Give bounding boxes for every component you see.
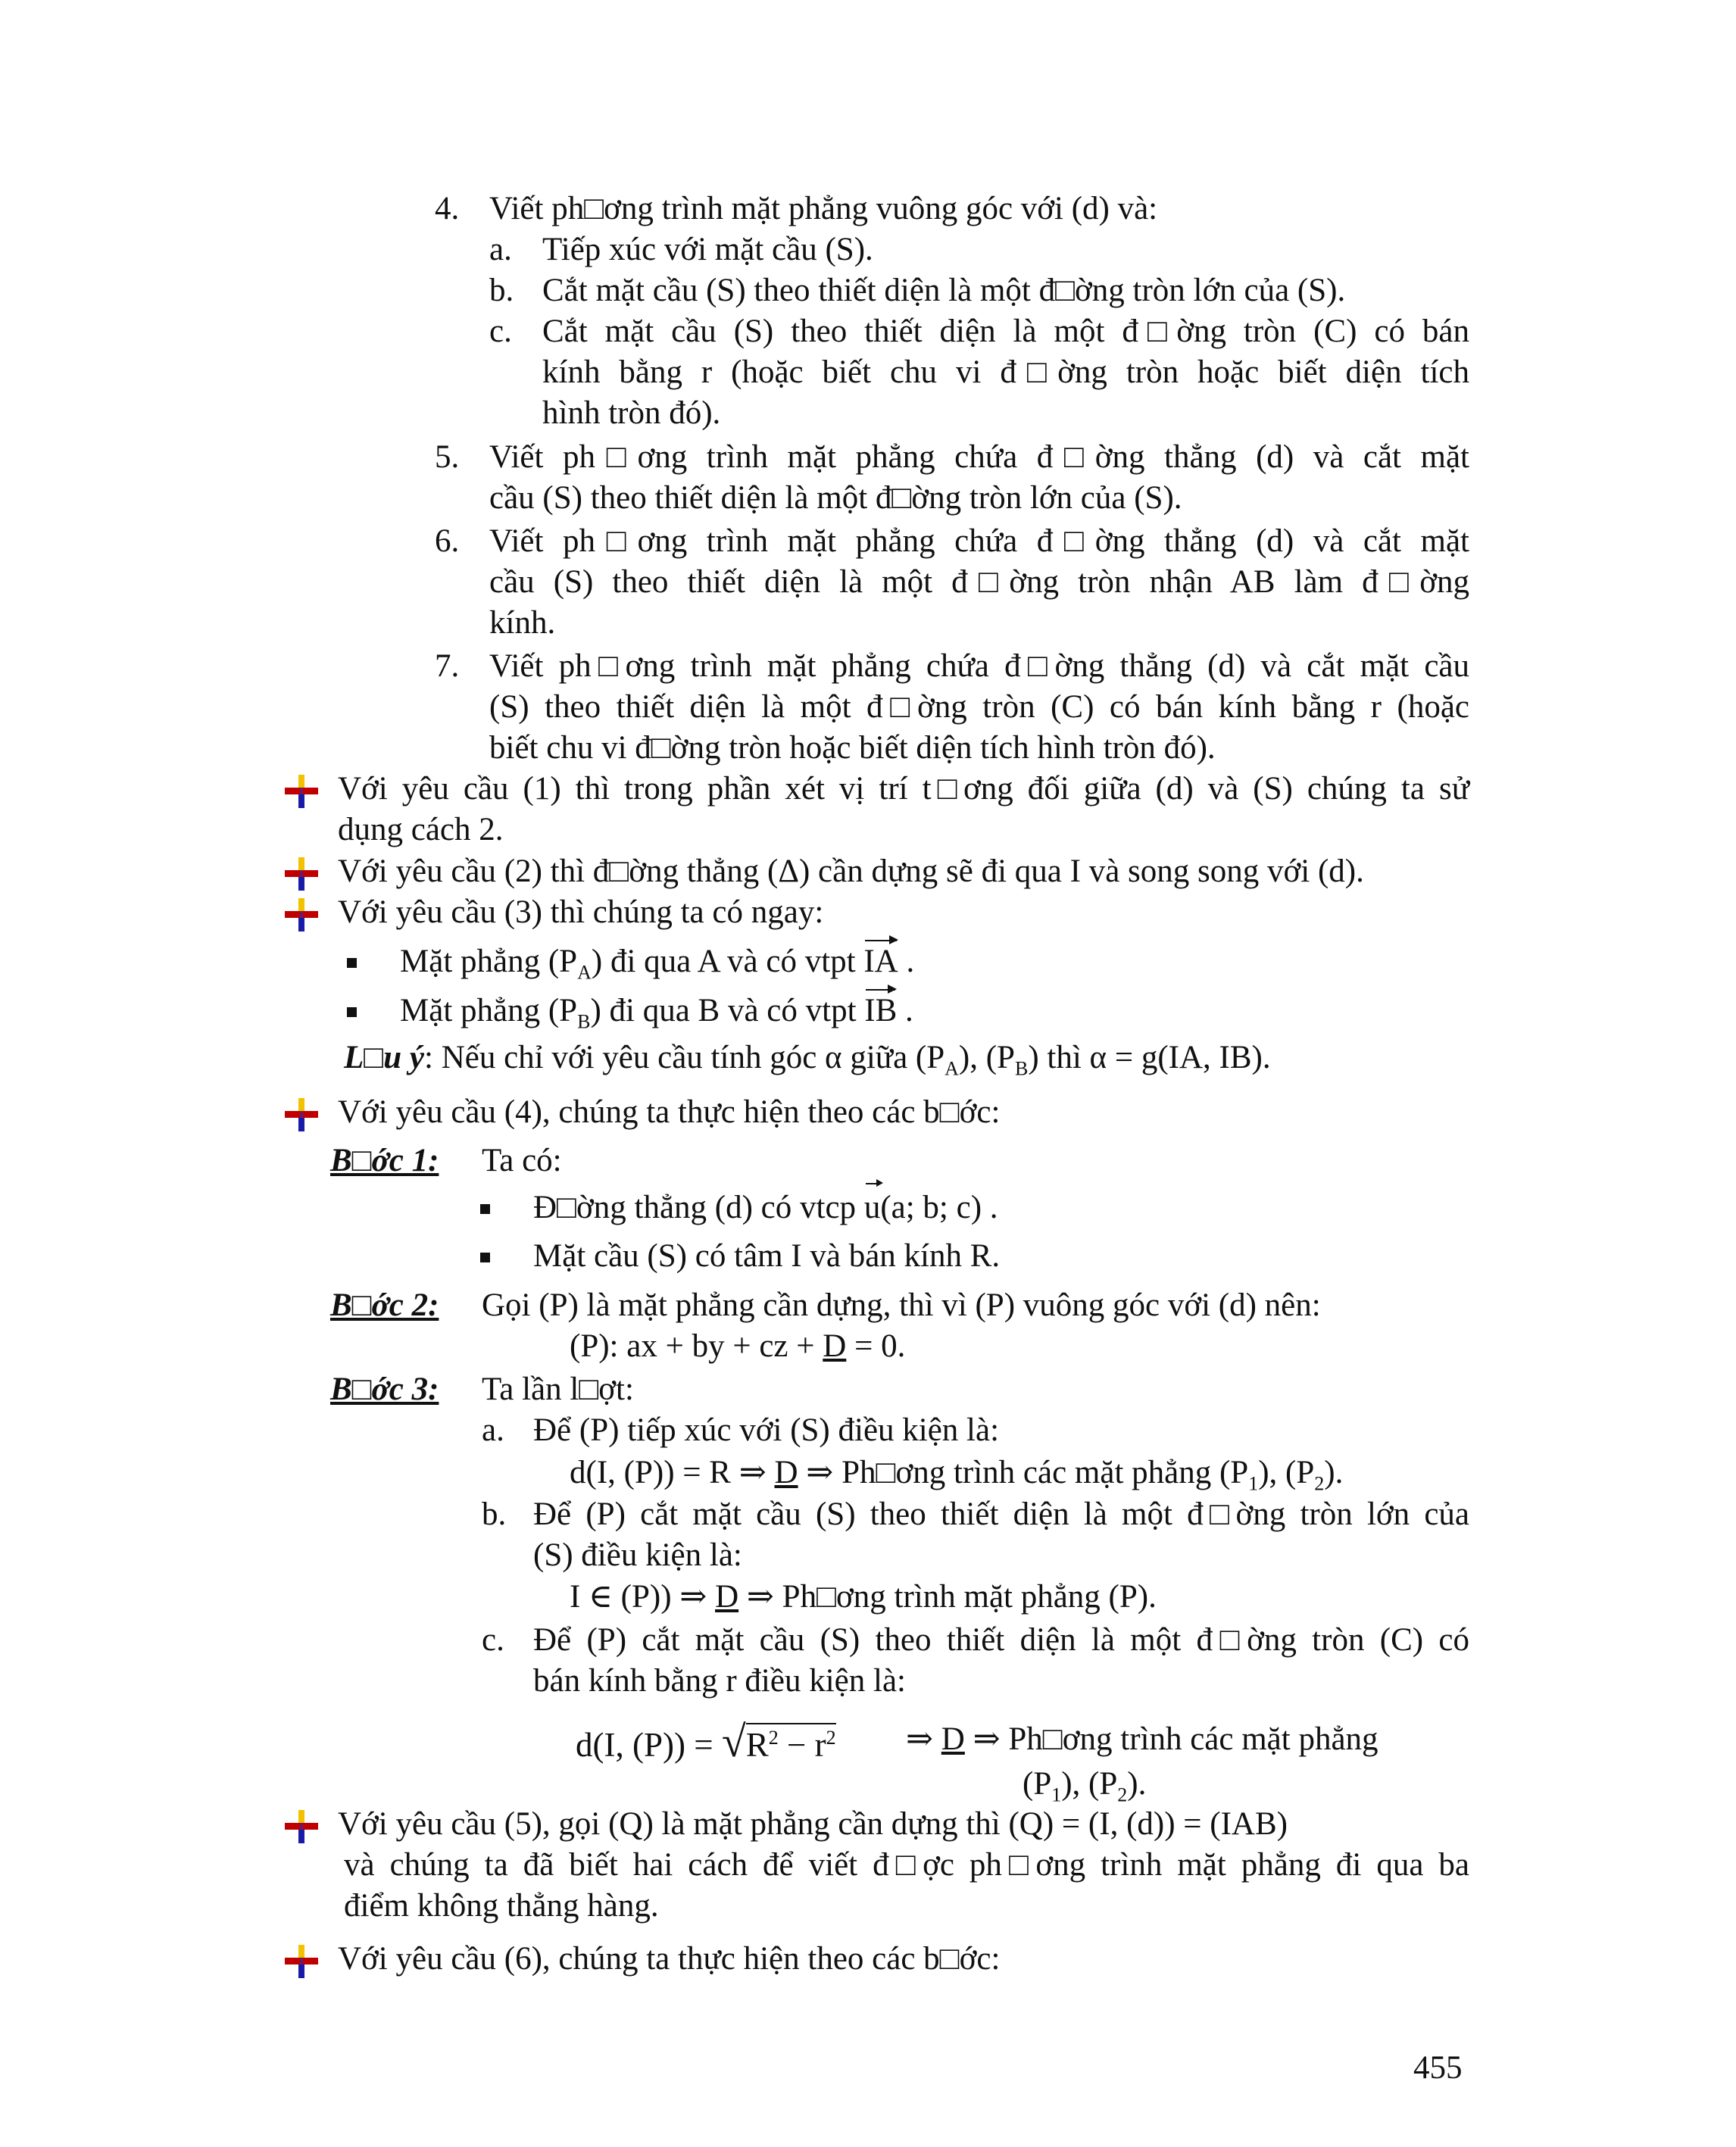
plus-bullet-icon (285, 775, 318, 808)
plus-bullet-icon (285, 1810, 318, 1843)
item-4c-text-1: Cắt mặt cầu (S) theo thiết diện là một đ□ờng tròn (C) có bán (542, 314, 1469, 349)
item-6-text-1: Viết ph□ơng trình mặt phẳng chứa đ□ờng thẳng (d) và cắt mặt (489, 523, 1469, 559)
note-2: Với yêu cầu (2) thì đ□ờng thẳng (Δ) cần dựng sẽ đi qua I và song song với (d). (338, 853, 1364, 889)
square-bullet-icon (347, 958, 357, 968)
step-3c-result: $(P_1)$, $(P_2)$. (1023, 1766, 1147, 1806)
note-5-line-2: và chúng ta đã biết hai cách để viết đ□ợc ph□ơng trình mặt phẳng đi qua ba (344, 1847, 1469, 1883)
step-3a-text: Để (P) tiếp xúc với (S) điều kiện là: (533, 1412, 1000, 1448)
square-bullet-icon (480, 1253, 490, 1262)
item-7-text-3: biết chu vi đ□ờng tròn hoặc biết diện tích hình tròn đó). (489, 730, 1216, 766)
item-4c-text-2: kính bằng r (hoặc biết chu vi đ□ờng tròn hoặc biết diện tích (542, 354, 1469, 390)
note-4: Với yêu cầu (4), chúng ta thực hiện theo các b□ớc: (338, 1094, 1001, 1130)
step-1-label: B□ớc 1: (330, 1143, 439, 1178)
note-warning: L□u ý: Nếu chỉ với yêu cầu tính góc α giữa $(P_A)$, $(P_B)$ thì α = g(IA, IB). (344, 1040, 1271, 1080)
step-3b-text-2: (S) điều kiện là: (533, 1537, 742, 1573)
item-4a-text: Tiếp xúc với mặt cầu (S). (542, 232, 873, 267)
plus-bullet-icon (285, 1098, 318, 1131)
item-4-text: Viết ph□ơng trình mặt phẳng vuông góc với (d) và: (489, 191, 1158, 226)
item-5-text-1: Viết ph□ơng trình mặt phẳng chứa đ□ờng thẳng (d) và cắt mặt (489, 439, 1469, 475)
step-2-equation: (P): ax + by + cz + D = 0. (570, 1328, 906, 1364)
item-6-number: 6. (435, 523, 460, 559)
square-bullet-icon (480, 1204, 490, 1214)
step-1-item-b: Mặt cầu (S) có tâm I và bán kính R. (533, 1238, 1001, 1274)
page-number: 455 (1413, 2050, 1463, 2086)
note-1-line-2: dụng cách 2. (338, 812, 504, 847)
step-3c-implies: ⇒ D ⇒ Ph□ơng trình các mặt phẳng (906, 1721, 1378, 1757)
step-3b-text-1: Để (P) cắt mặt cầu (S) theo thiết diện là một đ□ờng tròn lớn của (533, 1496, 1469, 1532)
item-4c-text-3: hình tròn đó). (542, 395, 721, 431)
item-7-text-1: Viết ph□ơng trình mặt phẳng chứa đ□ờng thẳng (d) và cắt mặt cầu (489, 648, 1469, 684)
note-1-line-1: Với yêu cầu (1) thì trong phần xét vị trí t□ơng đối giữa (d) và (S) chúng ta sử (338, 771, 1469, 807)
plus-bullet-icon (285, 857, 318, 891)
item-6-text-3: kính. (489, 605, 556, 641)
note-3-item-a: Mặt phẳng $(P_A)$ đi qua A và có vtpt IA . (400, 941, 914, 994)
note-5-line-1: Với yêu cầu (5), gọi (Q) là mặt phẳng cần dựng thì (Q) = (I, (d)) = (IAB) (338, 1806, 1288, 1842)
step-3c-marker: c. (482, 1622, 504, 1658)
step-1-item-a: Đ□ờng thẳng (d) có vtcp u(a; b; c) . (533, 1187, 998, 1228)
step-2-text: Gọi (P) là mặt phẳng cần dựng, thì vì (P) vuông góc với (d) nên: (482, 1287, 1321, 1323)
note-6: Với yêu cầu (6), chúng ta thực hiện theo các b□ớc: (338, 1941, 1001, 1977)
item-5-number: 5. (435, 439, 460, 475)
step-2-label: B□ớc 2: (330, 1287, 439, 1323)
step-3b-equation: I ∈ (P)) ⇒ D ⇒ Ph□ơng trình mặt phẳng (P). (570, 1579, 1157, 1615)
note-5-line-3: điểm không thẳng hàng. (344, 1888, 659, 1924)
square-bullet-icon (347, 1007, 357, 1017)
item-7-text-2: (S) theo thiết diện là một đ□ờng tròn (C) có bán kính bằng r (hoặc (489, 689, 1469, 725)
plus-bullet-icon (285, 898, 318, 932)
item-4b-text: Cắt mặt cầu (S) theo thiết diện là một đ□ờng tròn lớn của (S). (542, 273, 1346, 308)
step-3c-text-2: bán kính bằng r điều kiện là: (533, 1663, 906, 1699)
step-3a-marker: a. (482, 1412, 504, 1448)
step-3a-equation: d(I, (P)) = R ⇒ D ⇒ Ph□ơng trình các mặt phẳng $(P_1)$, $(P_2)$. (570, 1455, 1344, 1495)
step-3c-equation: d(I, $(P)) = √R^2 - r^2$ (576, 1717, 836, 1766)
step-3b-marker: b. (482, 1496, 507, 1532)
step-3-label: B□ớc 3: (330, 1372, 439, 1407)
item-7-number: 7. (435, 648, 460, 684)
item-6-text-2: cầu (S) theo thiết diện là một đ□ờng tròn nhận AB làm đ□ờng (489, 564, 1469, 600)
item-4b-marker: b. (489, 273, 514, 308)
note-3: Với yêu cầu (3) thì chúng ta có ngay: (338, 894, 824, 930)
item-5-text-2: cầu (S) theo thiết diện là một đ□ờng tròn lớn của (S). (489, 480, 1182, 516)
note-3-item-b: Mặt phẳng $(P_B)$ đi qua B và có vtpt IB . (400, 991, 913, 1043)
step-3c-text-1: Để (P) cắt mặt cầu (S) theo thiết diện là một đ□ờng tròn (C) có (533, 1622, 1469, 1658)
step-1-text: Ta có: (482, 1143, 562, 1178)
item-4-number: 4. (435, 191, 460, 226)
item-4a-marker: a. (489, 232, 512, 267)
plus-bullet-icon (285, 1945, 318, 1978)
step-3-text: Ta lần l□ợt: (482, 1372, 634, 1407)
item-4c-marker: c. (489, 314, 512, 349)
